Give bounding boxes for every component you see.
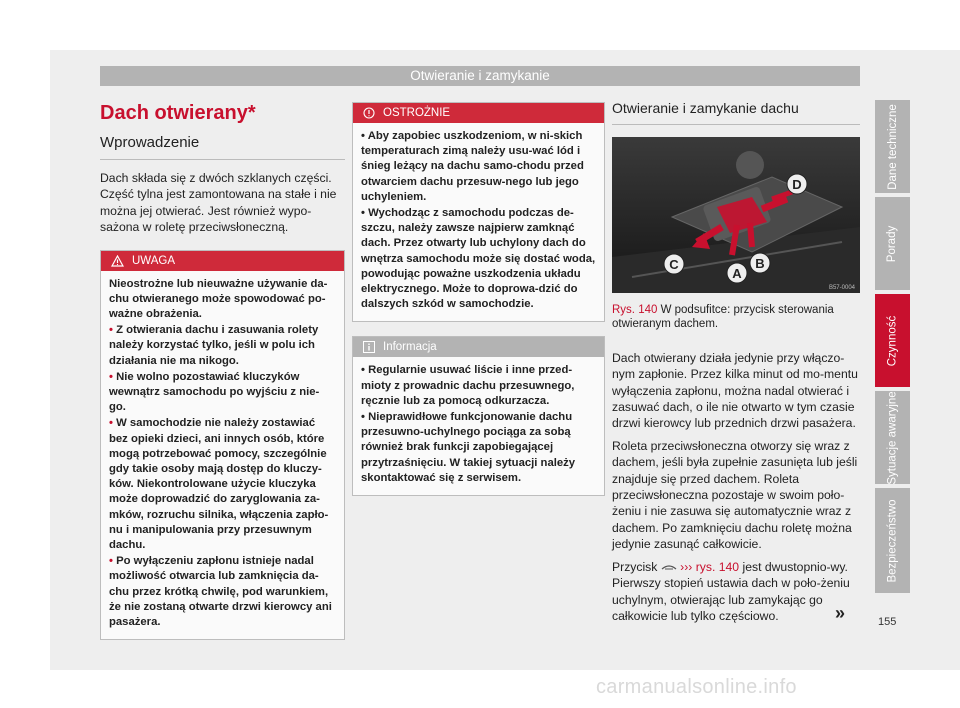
section-title: Dach otwierany* — [100, 102, 256, 124]
list-item: • Nieprawidłowe funkcjonowanie dachu przesuwno-uchylnego pociąga za sobą również brak funkcji zapobiegającej przytrzaśnięciu. W takiej sytuacji należy skontaktować się z serwisem. — [361, 411, 576, 484]
info-header — [353, 337, 604, 357]
info-heading: Informacja — [383, 341, 437, 354]
info-circle-icon — [363, 107, 375, 119]
label-d: D — [792, 177, 802, 192]
info-box — [352, 336, 605, 496]
figure-illustration — [612, 137, 860, 293]
column-middle — [352, 86, 605, 496]
warning-paragraph: Nieostrożne lub nieuważne używanie da-chu otwieranego może spowodować po-ważne obrażenia. — [109, 277, 328, 321]
caution-box — [352, 102, 605, 322]
paragraph-3: Przycisk ››› rys. 140 jest dwustopnio-wy. Pierwszy stopień ustawia dach w poło-żeniu uchylnym, otwierając lub zamykając go całkowicie lub tylko częściowo. — [612, 559, 850, 623]
list-item: • Z otwierania dachu i zasuwania rolety należy korzystać tylko, jeśli w polu ich działania nie ma nikogo. — [109, 324, 319, 367]
section-subtitle: Wprowadzenie — [100, 134, 345, 160]
caution-header — [353, 103, 604, 123]
column-left — [100, 86, 345, 640]
warning-header — [101, 251, 344, 271]
caption-text: W podsufitce: przycisk sterowania otwieranym dachem. — [612, 304, 834, 331]
figure-code: B57-0004 — [828, 285, 855, 291]
roof-control-figure — [612, 137, 860, 293]
figure-caption — [612, 303, 860, 332]
page-number: 155 — [878, 616, 897, 628]
continue-mark: » — [835, 603, 846, 623]
list-item: • Nie wolno pozostawiać kluczyków wewnątrz samochodu po wyjściu z nie-go. — [109, 370, 320, 414]
list-item: • Wychodząc z samochodu podczas de-szczu, należy zawsze najpierw zamknąć dach. Przez otwarty lub uchylony dach do wnętrza samochodu może się dostać woda, powodując poważne uszkodzenia układu elektrycznego. Może to doprowa-dzić do dalszych szkód w samochodzie. — [361, 207, 596, 311]
info-body — [353, 357, 604, 495]
figure-link[interactable]: rys. 140 — [695, 559, 740, 574]
warning-box — [100, 250, 345, 641]
roof-button-icon — [661, 562, 677, 572]
paragraph-1: Dach otwierany działa jedynie przy włączo-nym zapłonie. Przez kilka minut od mo-mentu wyłączenia zapłonu, można nadal otwierać i zasuwać dach, o ile nie otwarto w tym czasie drzwi kierowcy lub przednich drzwi pasażera. — [612, 350, 858, 431]
label-b: B — [755, 256, 765, 271]
caption-ref: Rys. 140 — [612, 304, 658, 316]
info-icon — [363, 341, 375, 353]
list-item: • Aby zapobiec uszkodzeniom, w ni-skich temperaturach zimą należy usu-wać lód i śnieg leżący na dachu samo-chodu przed otwarciem dachu przesuw-nego lub jego uchyleniem. — [361, 130, 584, 203]
list-item: • Po wyłączeniu zapłonu istnieje nadal możliwość otwarcia lub zamknięcia da-chu przez krótką chwilę, pod warunkiem, że nie zostaną otwarte drzwi kierowcy ani pasażera. — [109, 555, 332, 629]
column-right — [612, 86, 860, 624]
paragraph-2: Roleta przeciwsłoneczna otworzy się wraz z dachem, jeśli była zupełnie zasunięta lub jeśli znajduje się przed dachem. Roleta przeciwsłoneczna pozostaje w swoim poło-żeniu i nie zasuwa się automatycznie wraz z dachem. Po zamknięciu dachu roletę można jedynie zasunąć całkowicie. — [612, 438, 858, 552]
warning-heading: UWAGA — [132, 254, 176, 267]
tab-czynnosc[interactable]: Czynność — [875, 294, 910, 387]
tab-sytuacje-awaryjne[interactable]: Sytuacje awaryjne — [875, 391, 910, 484]
tab-porady[interactable]: Porady — [875, 197, 910, 290]
list-item: • W samochodzie nie należy zostawiać bez opieki dzieci, ani innych osób, które mogą potrzebować pomocy, szczególnie gdy takie osoby mają dostęp do kluczy-ków. Niekontrolowane użycie kluczyka może doprowadzić do zaryglowania za-mków, rozruchu silnika, włączenia zapło-nu i manipulowania przy przesuwnym dachu. — [109, 417, 329, 552]
caution-body — [353, 123, 604, 321]
warning-body — [101, 271, 344, 640]
label-a: A — [732, 266, 742, 281]
caution-heading: OSTROŻNIE — [383, 107, 451, 119]
intro-paragraph: Dach składa się z dwóch szklanych części. Część tylna jest zamontowana na stałe i nie można jej otwierać. Jest również wypo-sażona w roletę przeciwsłoneczną. — [100, 171, 337, 235]
ref-arrows: ››› — [680, 559, 693, 574]
warning-icon — [111, 255, 124, 267]
tab-dane-techniczne[interactable]: Dane techniczne — [875, 100, 910, 193]
page-header: Otwieranie i zamykanie — [100, 66, 860, 86]
watermark: carmanualsonline.info — [596, 676, 797, 698]
section-heading: Otwieranie i zamykanie dachu — [612, 100, 860, 125]
list-item: • Regularnie usuwać liście i inne przed-mioty z prowadnic dachu przesuwnego, ręcznie lub za pomocą odkurzacza. — [361, 364, 575, 407]
tab-bezpieczenstwo[interactable]: Bezpieczeństwo — [875, 488, 910, 593]
label-c: C — [669, 257, 679, 272]
